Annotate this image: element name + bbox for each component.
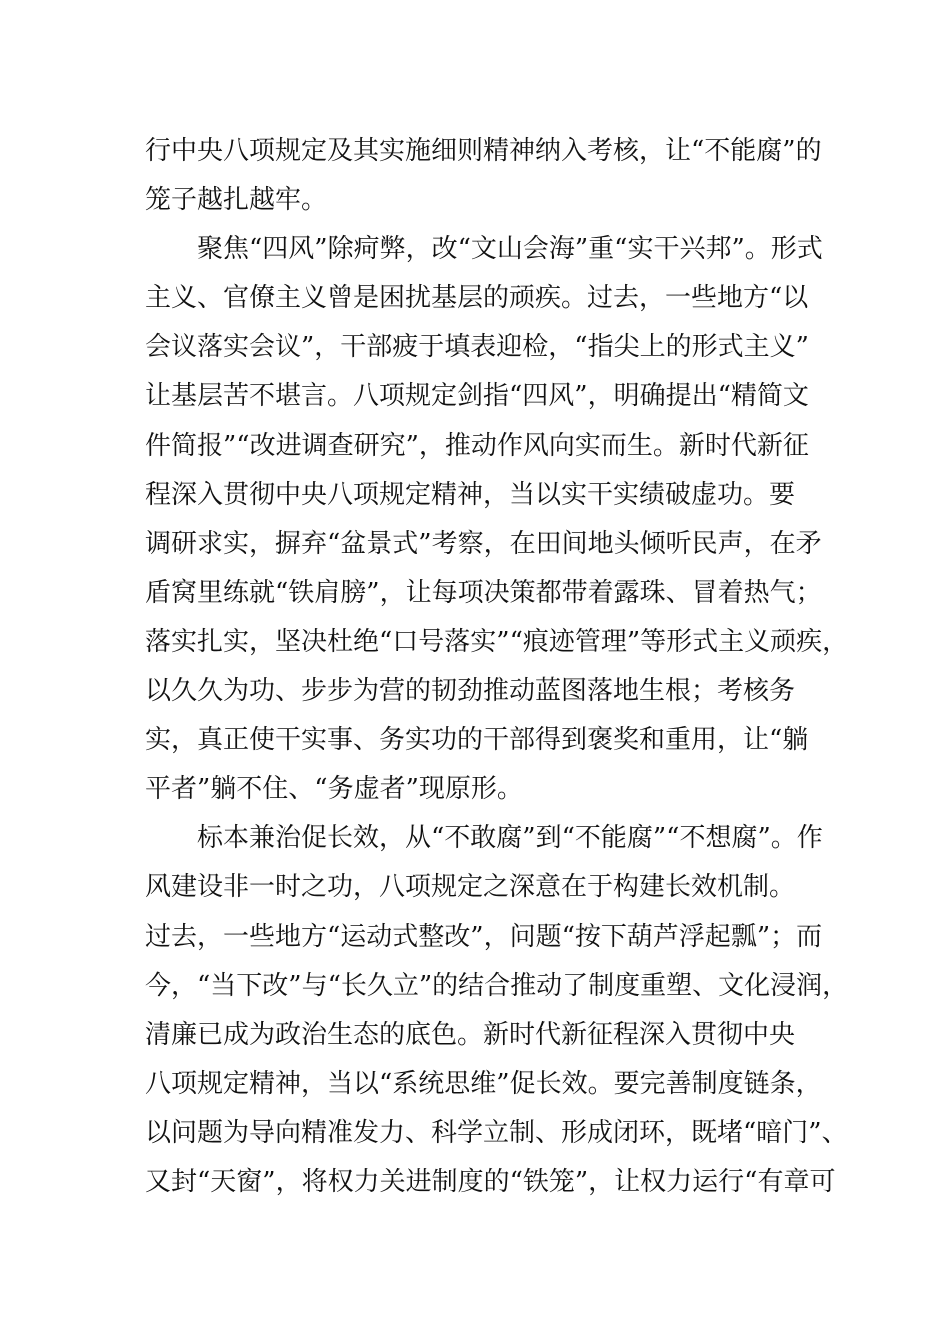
paragraph-2-line-10: 以久久为功、步步为营的韧劲推动蓝图落地生根；考核务 <box>145 676 796 707</box>
paragraph-3-line-7: 以问题为导向精准发力、科学立制、形成闭环，既堵“暗门”、 <box>145 1117 848 1148</box>
paragraph-3-line-2: 风建设非一时之功，八项规定之深意在于构建长效机制。 <box>145 872 796 903</box>
paragraph-3-line-3: 过去，一些地方“运动式整改”，问题“按下葫芦浮起瓢”；而 <box>145 921 823 952</box>
paragraph-2-line-4: 让基层苦不堪言。八项规定剑指“四风”，明确提出“精简文 <box>145 381 809 412</box>
paragraph-2-line-1: 聚焦“四风”除疴弊，改“文山会海”重“实干兴邦”。形式 <box>197 234 823 265</box>
paragraph-1-line-2: 笼子越扎越牢。 <box>145 185 328 216</box>
paragraph-3-line-1: 标本兼治促长效，从“不敢腐”到“不能腐”“不想腐”。作 <box>197 823 823 854</box>
paragraph-2-line-5: 件简报”“改进调查研究”，推动作风向实而生。新时代新征 <box>145 430 809 461</box>
paragraph-2-line-11: 实，真正使干实事、务实功的干部得到褒奖和重用，让“躺 <box>145 725 809 756</box>
paragraph-2-line-3: 会议落实会议”，干部疲于填表迎检，“指尖上的形式主义” <box>145 332 809 363</box>
paragraph-2-line-7: 调研求实，摒弃“盆景式”考察，在田间地头倾听民声，在矛 <box>145 528 822 559</box>
paragraph-2-line-6: 程深入贯彻中央八项规定精神，当以实干实绩破虚功。要 <box>145 479 796 510</box>
paragraph-3-line-5: 清廉已成为政治生态的底色。新时代新征程深入贯彻中央 <box>145 1019 796 1050</box>
paragraph-2-line-9: 落实扎实，坚决杜绝“口号落实”“痕迹管理”等形式主义顽疾， <box>145 626 849 657</box>
paragraph-3-line-4: 今，“当下改”与“长久立”的结合推动了制度重塑、文化浸润， <box>145 970 849 1001</box>
paragraph-2-line-8: 盾窝里练就“铁肩膀”，让每项决策都带着露珠、冒着热气； <box>145 577 822 608</box>
paragraph-3-line-8: 又封“天窗”，将权力关进制度的“铁笼”，让权力运行“有章可 <box>145 1166 836 1197</box>
paragraph-2-line-2: 主义、官僚主义曾是困扰基层的顽疾。过去，一些地方“以 <box>145 283 809 314</box>
paragraph-2-line-12: 平者”躺不住、“务虚者”现原形。 <box>145 774 523 805</box>
paragraph-3-line-6: 八项规定精神，当以“系统思维”促长效。要完善制度链条， <box>145 1068 822 1099</box>
document-body <box>145 127 849 1207</box>
paragraph-1-line-1: 行中央八项规定及其实施细则精神纳入考核，让“不能腐”的 <box>145 136 822 166</box>
